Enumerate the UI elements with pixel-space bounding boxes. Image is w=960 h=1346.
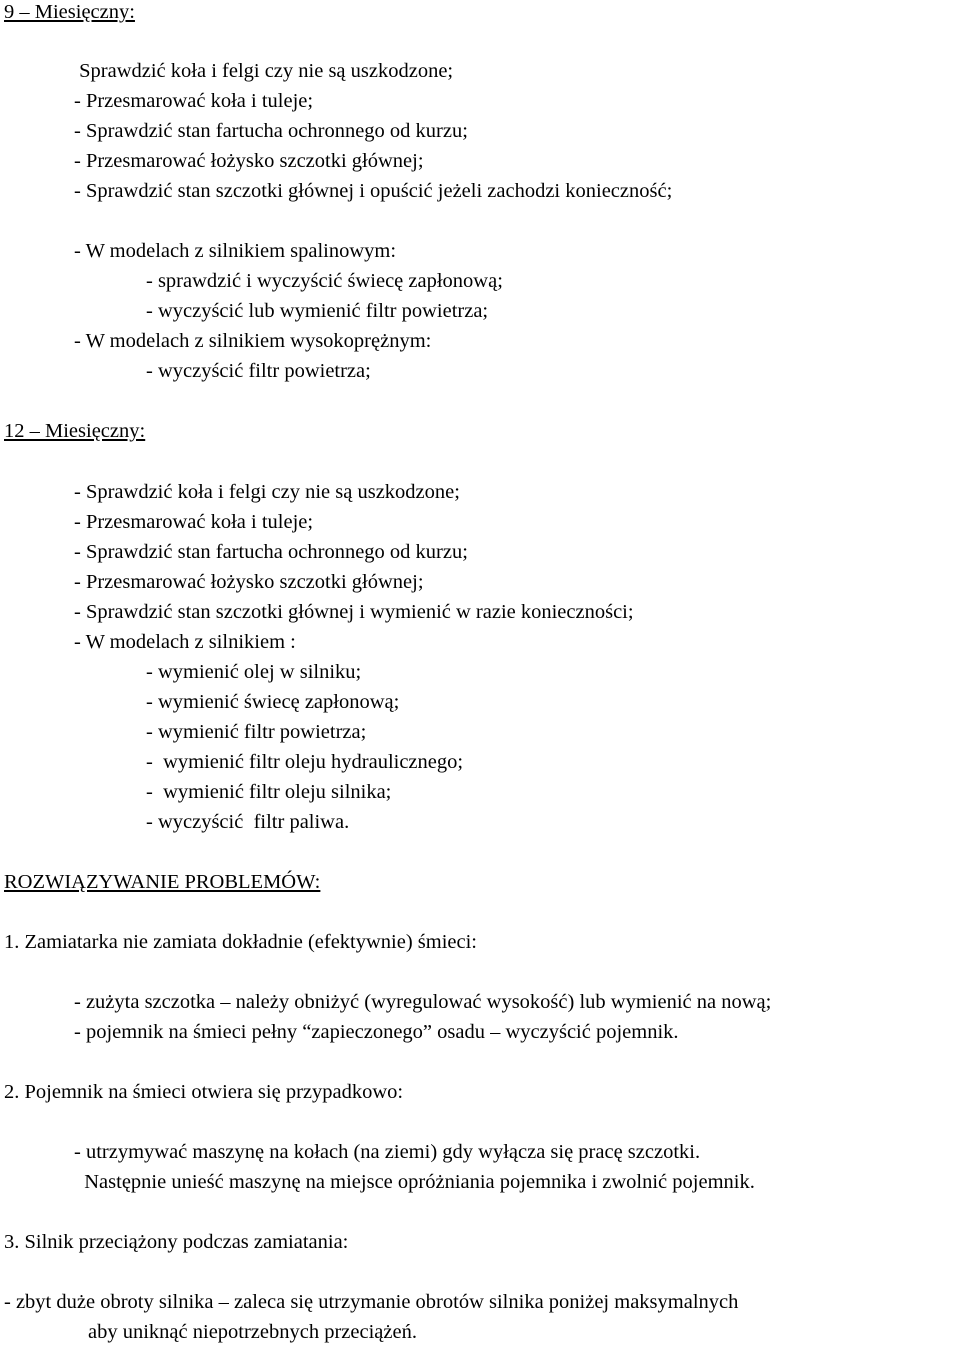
list-item: - Sprawdzić stan fartucha ochronnego od kurzu; xyxy=(74,541,468,563)
list-item: - Przesmarować koła i tuleje; xyxy=(74,90,314,112)
list-item: - pojemnik na śmieci pełny “zapieczonego” osadu – wyczyścić pojemnik. xyxy=(74,1021,679,1043)
list-item: - Sprawdzić stan szczotki głównej i opuścić jeżeli zachodzi konieczność; xyxy=(74,180,673,202)
list-item: - Sprawdzić stan szczotki głównej i wymienić w razie konieczności; xyxy=(74,601,634,623)
section-9-heading: 9 – Miesięczny: xyxy=(4,1,135,23)
list-item: aby uniknąć niepotrzebnych przeciążeń. xyxy=(88,1321,417,1343)
list-item: - Przesmarować koła i tuleje; xyxy=(74,511,314,533)
list-item: - wyczyścić filtr paliwa. xyxy=(146,811,350,833)
list-item: - wyczyścić filtr powietrza; xyxy=(146,360,371,382)
problem-title: 3. Silnik przeciążony podczas zamiatania: xyxy=(4,1231,349,1253)
list-item: - wymienić filtr powietrza; xyxy=(146,721,367,743)
list-item: - wymienić filtr oleju silnika; xyxy=(146,781,392,803)
list-item: - zużyta szczotka – należy obniżyć (wyregulować wysokość) lub wymienić na nową; xyxy=(74,991,772,1013)
list-item: - Przesmarować łożysko szczotki głównej; xyxy=(74,571,424,593)
list-item: Następnie unieść maszynę na miejsce opróżniania pojemnika i zwolnić pojemnik. xyxy=(74,1171,755,1193)
engine-spalinowy-heading: - W modelach z silnikiem spalinowym: xyxy=(74,240,397,262)
problem-title: 2. Pojemnik na śmieci otwiera się przypadkowo: xyxy=(4,1081,404,1103)
list-item: - W modelach z silnikiem : xyxy=(74,631,296,653)
problem-title: 1. Zamiatarka nie zamiata dokładnie (efektywnie) śmieci: xyxy=(4,931,478,953)
list-item: - wymienić świecę zapłonową; xyxy=(146,691,400,713)
list-item: - wymienić filtr oleju hydraulicznego; xyxy=(146,751,464,773)
list-item: - sprawdzić i wyczyścić świecę zapłonową; xyxy=(146,270,503,292)
troubleshooting-heading: ROZWIĄZYWANIE PROBLEMÓW: xyxy=(4,871,321,893)
list-item: - wymienić olej w silniku; xyxy=(146,661,362,683)
list-item: - zbyt duże obroty silnika – zaleca się utrzymanie obrotów silnika poniżej maksymalnych xyxy=(4,1291,739,1313)
list-item: - wyczyścić lub wymienić filtr powietrza; xyxy=(146,300,489,322)
list-item: - Sprawdzić koła i felgi czy nie są uszkodzone; xyxy=(74,481,460,503)
list-item: Sprawdzić koła i felgi czy nie są uszkodzone; xyxy=(74,60,454,82)
list-item: - utrzymywać maszynę na kołach (na ziemi) gdy wyłącza się pracę szczotki. xyxy=(74,1141,701,1163)
list-item: - Sprawdzić stan fartucha ochronnego od kurzu; xyxy=(74,120,468,142)
section-12-heading: 12 – Miesięczny: xyxy=(4,420,146,442)
list-item: - Przesmarować łożysko szczotki głównej; xyxy=(74,150,424,172)
engine-wysokoprezny-heading: - W modelach z silnikiem wysokoprężnym: xyxy=(74,330,432,352)
